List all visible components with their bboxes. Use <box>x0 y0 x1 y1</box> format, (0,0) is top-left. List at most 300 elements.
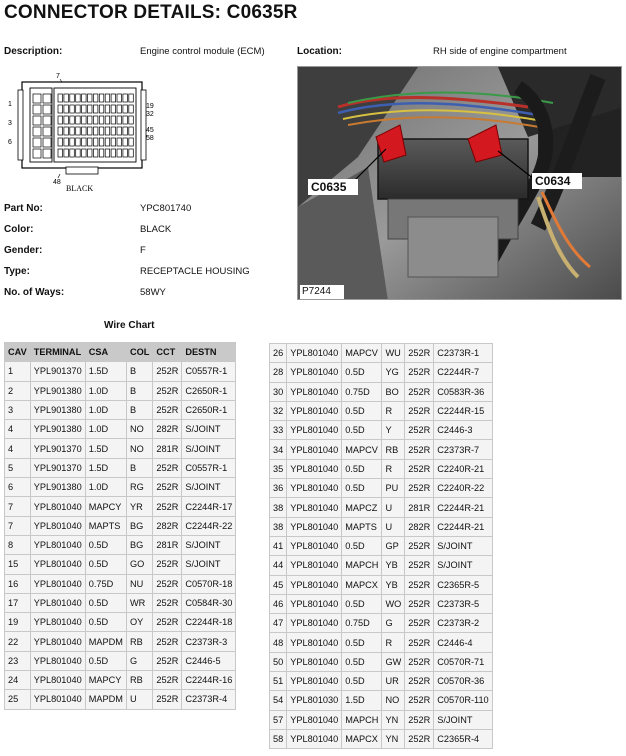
cell-csa: 0.5D <box>342 459 382 478</box>
cell-destn: C0557R-1 <box>182 458 236 477</box>
cell-csa: MAPCX <box>342 729 382 748</box>
cell-terminal: YPL901380 <box>30 420 85 439</box>
cell-cav: 2 <box>5 381 31 400</box>
cell-destn: C2650R-1 <box>182 381 236 400</box>
cell-csa: 0.5D <box>342 633 382 652</box>
cell-cav: 4 <box>5 420 31 439</box>
pin-cavity <box>88 105 93 113</box>
cell-cav: 4 <box>5 439 31 458</box>
pin-cavity <box>123 94 128 102</box>
cell-destn: C2373R-1 <box>434 344 492 363</box>
cell-destn: S/JOINT <box>434 536 492 555</box>
cell-col: YN <box>382 729 405 748</box>
cell-csa: 0.75D <box>342 614 382 633</box>
cell-cav: 19 <box>5 613 31 632</box>
cell-cct: 252R <box>153 381 182 400</box>
cell-destn: S/JOINT <box>182 420 236 439</box>
location-value: RH side of engine compartment <box>433 46 567 57</box>
cell-destn: C2373R-7 <box>434 440 492 459</box>
pin-cavity <box>58 138 63 146</box>
cell-cct: 282R <box>405 517 434 536</box>
location-label: Location: <box>297 46 342 57</box>
cell-cav: 17 <box>5 593 31 612</box>
header-cav: CAV <box>5 343 31 362</box>
cell-terminal: YPL801040 <box>287 536 342 555</box>
cell-terminal: YPL801040 <box>30 535 85 554</box>
connector-face-diagram <box>8 70 158 192</box>
pin-cavity <box>99 138 104 146</box>
cell-col: B <box>126 362 152 381</box>
pin-cavity <box>76 127 81 135</box>
cell-destn: C2244R-15 <box>434 401 492 420</box>
cell-col: RG <box>126 478 152 497</box>
cell-col: GO <box>126 555 152 574</box>
pin-cavity <box>111 105 116 113</box>
table-row <box>270 729 493 748</box>
pin-label-left: 3 <box>8 120 12 127</box>
cell-col: NO <box>126 420 152 439</box>
pin-cavity <box>33 105 41 114</box>
pin-cavity <box>70 94 75 102</box>
cell-cav: 16 <box>5 574 31 593</box>
cell-destn: C2373R-4 <box>182 690 236 709</box>
wire-chart-table-right <box>269 343 493 749</box>
cell-terminal: YPL801040 <box>287 344 342 363</box>
cell-csa: 0.5D <box>85 651 126 670</box>
cell-cct: 252R <box>405 652 434 671</box>
pin-cavity <box>93 138 98 146</box>
pin-cavity <box>58 94 63 102</box>
color-value: BLACK <box>140 224 172 235</box>
pin-cavity <box>82 105 87 113</box>
cell-cav: 8 <box>5 535 31 554</box>
cell-cct: 252R <box>405 594 434 613</box>
pin-cavity <box>88 138 93 146</box>
cell-col: G <box>126 651 152 670</box>
header-terminal: TERMINAL <box>30 343 85 362</box>
cell-col: U <box>382 498 405 517</box>
cell-destn: C2244R-21 <box>434 517 492 536</box>
cell-destn: C2650R-1 <box>182 400 236 419</box>
cell-terminal: YPL801030 <box>287 691 342 710</box>
cell-csa: MAPCZ <box>342 498 382 517</box>
cell-cav: 22 <box>5 632 31 651</box>
cell-destn: S/JOINT <box>182 555 236 574</box>
pin-cavity <box>129 149 134 157</box>
cell-terminal: YPL901380 <box>30 381 85 400</box>
cell-csa: 0.5D <box>342 421 382 440</box>
cell-csa: 0.5D <box>342 536 382 555</box>
pin-cavity <box>43 149 51 158</box>
pin-cavity <box>123 105 128 113</box>
cell-terminal: YPL801040 <box>287 479 342 498</box>
cell-cct: 282R <box>153 420 182 439</box>
cell-terminal: YPL801040 <box>30 632 85 651</box>
wire-chart-table-left <box>4 342 236 710</box>
table-row <box>270 440 493 459</box>
cell-destn: C0584R-30 <box>182 593 236 612</box>
cell-cct: 281R <box>153 439 182 458</box>
pin-cavity <box>123 127 128 135</box>
table-row <box>270 382 493 401</box>
cell-cav: 3 <box>5 400 31 419</box>
pin-cavity <box>64 127 69 135</box>
cell-cct: 252R <box>405 440 434 459</box>
cell-cct: 281R <box>153 535 182 554</box>
cell-csa: 0.5D <box>342 594 382 613</box>
cell-cav: 41 <box>270 536 287 555</box>
location-photo <box>297 66 622 300</box>
table-row <box>5 420 236 439</box>
cell-cct: 252R <box>405 729 434 748</box>
cell-csa: 0.5D <box>85 613 126 632</box>
pin-cavity <box>82 127 87 135</box>
table-row <box>5 458 236 477</box>
table-row <box>270 594 493 613</box>
cell-cav: 54 <box>270 691 287 710</box>
table-row <box>5 574 236 593</box>
cell-cct: 252R <box>405 344 434 363</box>
pin-cavity <box>76 116 81 124</box>
pin-cavity <box>64 138 69 146</box>
cell-csa: 0.75D <box>342 382 382 401</box>
cell-terminal: YPL901380 <box>30 478 85 497</box>
cell-terminal: YPL901370 <box>30 439 85 458</box>
cell-destn: C0570R-110 <box>434 691 492 710</box>
cell-terminal: YPL801040 <box>30 497 85 516</box>
cell-terminal: YPL801040 <box>287 401 342 420</box>
cell-csa: MAPDM <box>85 690 126 709</box>
cell-cav: 51 <box>270 672 287 691</box>
cell-cav: 32 <box>270 401 287 420</box>
cell-csa: MAPCY <box>85 497 126 516</box>
cell-cct: 252R <box>405 382 434 401</box>
cell-csa: MAPCH <box>342 710 382 729</box>
pin-cavity <box>58 105 63 113</box>
cell-col: R <box>382 633 405 652</box>
cell-col: RB <box>126 671 152 690</box>
cell-csa: 1.5D <box>85 458 126 477</box>
pin-cavity <box>76 149 81 157</box>
cell-cct: 252R <box>405 672 434 691</box>
cell-cct: 252R <box>405 401 434 420</box>
cell-cav: 46 <box>270 594 287 613</box>
cell-csa: 1.5D <box>85 362 126 381</box>
pin-cavity <box>58 116 63 124</box>
cell-cct: 252R <box>153 362 182 381</box>
pin-cavity <box>99 105 104 113</box>
cell-cct: 252R <box>153 651 182 670</box>
cell-csa: MAPCV <box>342 440 382 459</box>
cell-terminal: YPL801040 <box>287 440 342 459</box>
cell-destn: S/JOINT <box>434 556 492 575</box>
cell-col: GW <box>382 652 405 671</box>
table-row <box>5 516 236 535</box>
cell-destn: C2373R-2 <box>434 614 492 633</box>
type-label: Type: <box>4 266 30 277</box>
cell-csa: 1.0D <box>85 381 126 400</box>
connector-color-caption: BLACK <box>66 184 94 192</box>
gender-label: Gender: <box>4 245 43 256</box>
part-no-value: YPC801740 <box>140 203 192 214</box>
pin-cavity <box>76 138 81 146</box>
cell-terminal: YPL801040 <box>30 574 85 593</box>
table-row <box>270 344 493 363</box>
table-row <box>5 478 236 497</box>
pin-cavity <box>105 94 110 102</box>
cell-cav: 58 <box>270 729 287 748</box>
pin-cavity <box>99 127 104 135</box>
cell-destn: C2240R-22 <box>434 479 492 498</box>
table-row <box>270 633 493 652</box>
cell-col: YB <box>382 556 405 575</box>
cell-destn: C2244R-21 <box>434 498 492 517</box>
cell-cct: 252R <box>405 459 434 478</box>
cell-cav: 5 <box>5 458 31 477</box>
cell-cav: 1 <box>5 362 31 381</box>
table-row <box>5 671 236 690</box>
cell-terminal: YPL801040 <box>287 498 342 517</box>
pin-cavity <box>64 94 69 102</box>
pin-cavity <box>64 116 69 124</box>
table-row <box>5 497 236 516</box>
cell-csa: MAPDM <box>85 632 126 651</box>
cell-cct: 252R <box>153 632 182 651</box>
cell-csa: MAPCY <box>85 671 126 690</box>
ways-value: 58WY <box>140 287 166 298</box>
table-row <box>270 363 493 382</box>
table-row <box>270 479 493 498</box>
cell-terminal: YPL801040 <box>287 633 342 652</box>
table-row <box>270 575 493 594</box>
pin-cavity <box>33 116 41 125</box>
cell-col: WO <box>382 594 405 613</box>
cell-destn: C0570R-36 <box>434 672 492 691</box>
cell-col: NO <box>126 439 152 458</box>
cell-col: YR <box>126 497 152 516</box>
pin-cavity <box>64 105 69 113</box>
cell-terminal: YPL901370 <box>30 458 85 477</box>
cell-destn: C2240R-21 <box>434 459 492 478</box>
pin-cavity <box>117 138 122 146</box>
cell-col: B <box>126 381 152 400</box>
cell-csa: MAPCV <box>342 344 382 363</box>
cell-terminal: YPL901370 <box>30 362 85 381</box>
cell-destn: C2373R-5 <box>434 594 492 613</box>
pin-cavity <box>43 127 51 136</box>
cell-destn: C2446-4 <box>434 633 492 652</box>
pin-cavity <box>93 94 98 102</box>
cell-destn: C2446-5 <box>182 651 236 670</box>
pin-cavity <box>88 116 93 124</box>
pin-cavity <box>129 116 134 124</box>
cell-destn: C2244R-22 <box>182 516 236 535</box>
pin-cavity <box>88 94 93 102</box>
table-row <box>270 614 493 633</box>
cell-col: B <box>126 400 152 419</box>
pin-label-top: 7 <box>56 73 60 80</box>
cell-cct: 252R <box>405 479 434 498</box>
cell-cav: 28 <box>270 363 287 382</box>
cell-cav: 23 <box>5 651 31 670</box>
cell-cav: 15 <box>5 555 31 574</box>
pin-cavity <box>70 116 75 124</box>
cell-cct: 252R <box>153 400 182 419</box>
cell-terminal: YPL801040 <box>287 382 342 401</box>
pin-cavity <box>117 94 122 102</box>
cell-csa: 0.5D <box>85 535 126 554</box>
cell-destn: S/JOINT <box>434 710 492 729</box>
pin-cavity <box>82 116 87 124</box>
table-row <box>270 401 493 420</box>
table-row <box>270 536 493 555</box>
pin-cavity <box>70 138 75 146</box>
pin-cavity <box>129 94 134 102</box>
pin-cavity <box>123 149 128 157</box>
cell-cav: 38 <box>270 498 287 517</box>
cell-cct: 252R <box>153 613 182 632</box>
pin-label-right: 45 <box>146 127 154 134</box>
table-row <box>270 691 493 710</box>
cell-destn: C2244R-16 <box>182 671 236 690</box>
cell-destn: C0570R-71 <box>434 652 492 671</box>
cell-cav: 24 <box>5 671 31 690</box>
cell-cav: 50 <box>270 652 287 671</box>
cell-col: WU <box>382 344 405 363</box>
cell-csa: 0.5D <box>342 652 382 671</box>
table-row <box>270 672 493 691</box>
cell-terminal: YPL801040 <box>287 614 342 633</box>
pin-cavity <box>111 138 116 146</box>
pin-label-right: 32 <box>146 111 154 118</box>
table-row <box>270 517 493 536</box>
table-row <box>5 690 236 709</box>
pin-cavity <box>93 127 98 135</box>
cell-col: BG <box>126 535 152 554</box>
photo-label-c0634: C0634 <box>535 174 571 188</box>
cell-cct: 252R <box>153 690 182 709</box>
cell-destn: C0557R-1 <box>182 362 236 381</box>
cell-terminal: YPL801040 <box>30 593 85 612</box>
photo-reference: P7244 <box>302 286 331 297</box>
cell-cav: 7 <box>5 516 31 535</box>
pin-label-right: 19 <box>146 103 154 110</box>
pin-cavity <box>111 149 116 157</box>
cell-csa: 0.75D <box>85 574 126 593</box>
table-row <box>5 632 236 651</box>
cell-cct: 252R <box>405 614 434 633</box>
pin-cavity <box>111 127 116 135</box>
wire-chart-header-row <box>5 343 236 362</box>
cell-cav: 6 <box>5 478 31 497</box>
cell-cav: 57 <box>270 710 287 729</box>
pin-cavity <box>105 105 110 113</box>
cell-terminal: YPL801040 <box>287 672 342 691</box>
table-row <box>5 555 236 574</box>
cell-csa: 1.5D <box>342 691 382 710</box>
pin-cavity <box>117 116 122 124</box>
cell-terminal: YPL801040 <box>30 671 85 690</box>
pin-cavity <box>33 94 41 103</box>
cell-cct: 252R <box>153 671 182 690</box>
ways-label: No. of Ways: <box>4 287 65 298</box>
pin-cavity <box>99 149 104 157</box>
cell-col: YG <box>382 363 405 382</box>
table-row <box>5 593 236 612</box>
cell-cct: 281R <box>405 498 434 517</box>
pin-cavity <box>33 149 41 158</box>
cell-csa: 1.0D <box>85 420 126 439</box>
cell-terminal: YPL801040 <box>287 594 342 613</box>
cell-csa: 1.0D <box>85 478 126 497</box>
cell-cav: 25 <box>5 690 31 709</box>
cell-col: UR <box>382 672 405 691</box>
cell-terminal: YPL801040 <box>287 421 342 440</box>
wire-chart-title: Wire Chart <box>104 320 155 331</box>
cell-terminal: YPL801040 <box>30 613 85 632</box>
pin-cavity <box>64 149 69 157</box>
cell-col: U <box>382 517 405 536</box>
table-row <box>270 556 493 575</box>
cell-cav: 48 <box>270 633 287 652</box>
type-value: RECEPTACLE HOUSING <box>140 266 250 277</box>
cell-destn: C2244R-18 <box>182 613 236 632</box>
table-row <box>270 498 493 517</box>
table-row <box>270 459 493 478</box>
cell-terminal: YPL801040 <box>287 575 342 594</box>
table-row <box>5 362 236 381</box>
cell-cct: 252R <box>153 574 182 593</box>
pin-cavity <box>43 105 51 114</box>
pin-cavity <box>105 127 110 135</box>
cell-cct: 252R <box>153 555 182 574</box>
cell-col: RB <box>126 632 152 651</box>
cell-terminal: YPL801040 <box>30 690 85 709</box>
pin-cavity <box>82 138 87 146</box>
cell-destn: C2365R-4 <box>434 729 492 748</box>
cell-col: WR <box>126 593 152 612</box>
pin-cavity <box>105 149 110 157</box>
cell-cct: 252R <box>153 458 182 477</box>
cell-destn: C0583R-36 <box>434 382 492 401</box>
cell-csa: 0.5D <box>342 363 382 382</box>
cell-destn: C2373R-3 <box>182 632 236 651</box>
pin-cavity <box>33 138 41 147</box>
cell-csa: 0.5D <box>85 593 126 612</box>
pin-cavity <box>129 105 134 113</box>
cell-cav: 45 <box>270 575 287 594</box>
cell-cct: 252R <box>405 363 434 382</box>
table-row <box>5 381 236 400</box>
cell-terminal: YPL801040 <box>287 710 342 729</box>
pin-cavity <box>129 127 134 135</box>
pin-cavity <box>88 149 93 157</box>
pin-cavity <box>93 116 98 124</box>
cell-col: OY <box>126 613 152 632</box>
cell-cav: 36 <box>270 479 287 498</box>
pin-cavity <box>76 105 81 113</box>
header-cct: CCT <box>153 343 182 362</box>
pin-cavity <box>33 127 41 136</box>
cell-csa: MAPTS <box>342 517 382 536</box>
cell-destn: S/JOINT <box>182 439 236 458</box>
cell-col: R <box>382 459 405 478</box>
cell-csa: 0.5D <box>85 555 126 574</box>
pin-cavity <box>70 105 75 113</box>
pin-cavity <box>43 94 51 103</box>
cell-cct: 252R <box>405 536 434 555</box>
pin-label-left: 6 <box>8 139 12 146</box>
